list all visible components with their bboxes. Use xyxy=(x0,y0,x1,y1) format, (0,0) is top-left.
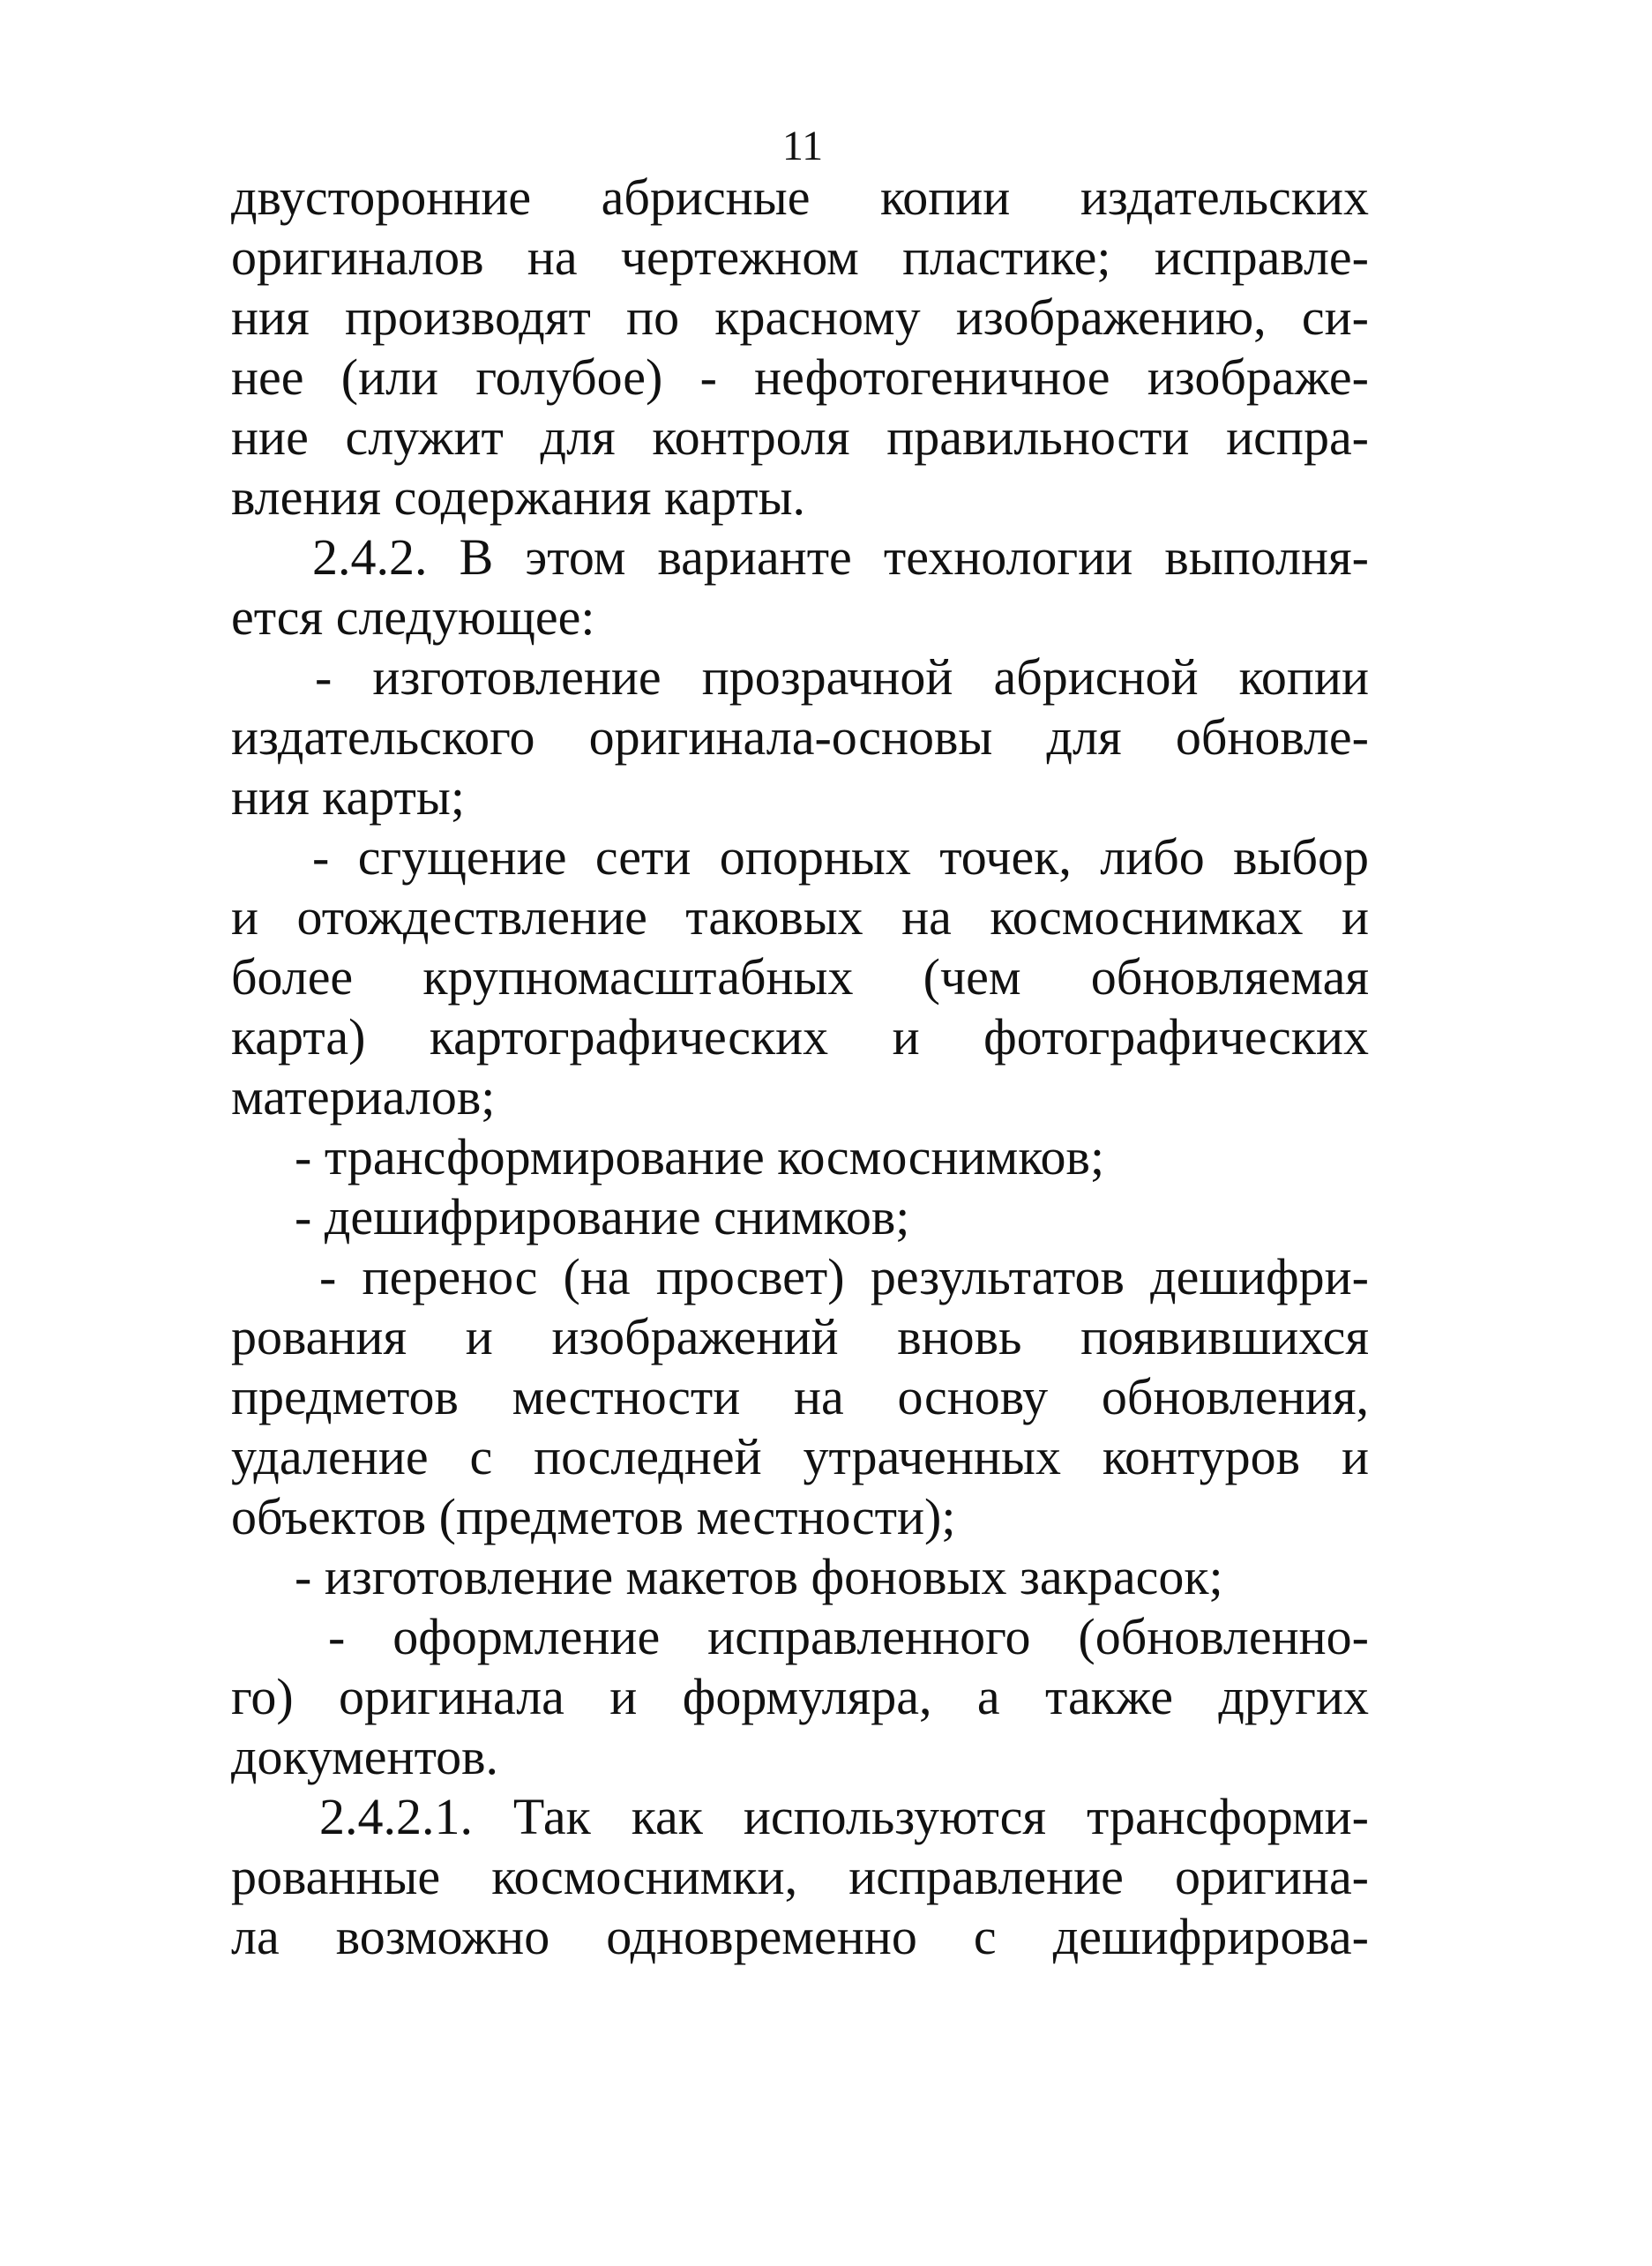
text-line: и отождествление таковых на космоснимках и xyxy=(231,888,1369,946)
list-item-line: - перенос (на просвет) результатов дешифри- xyxy=(319,1248,1369,1305)
text-line: рованные космоснимки, исправление оригина- xyxy=(231,1848,1369,1905)
list-item-line: - трансформирование космоснимков; xyxy=(295,1128,1105,1185)
text-line: ла возможно одновременно с дешифрирова- xyxy=(231,1908,1369,1965)
list-item-line: - оформление исправленного (обновленно- xyxy=(328,1608,1369,1665)
text-line: рования и изображений вновь появившихся xyxy=(231,1308,1369,1365)
text-line: удаление с последней утраченных контуров и xyxy=(231,1428,1369,1485)
text-line: объектов (предметов местности); xyxy=(231,1488,956,1545)
text-line: вления содержания карты. xyxy=(231,468,806,526)
list-item-line: - изготовление прозрачной абрисной копии xyxy=(315,648,1369,706)
text-line: двусторонние абрисные копии издательских xyxy=(231,168,1369,226)
text-line: ния карты; xyxy=(231,768,465,826)
section-heading-line: 2.4.2.1. Так как используются трансформи- xyxy=(319,1788,1369,1845)
text-line: го) оригинала и формуляра, а также других xyxy=(231,1668,1369,1725)
text-line: ния производят по красному изображению, си- xyxy=(231,288,1369,346)
list-item-line: - дешифрирование снимков; xyxy=(295,1188,910,1245)
text-line: предметов местности на основу обновления, xyxy=(231,1368,1369,1425)
text-line: документов. xyxy=(231,1728,499,1785)
list-item-line: - изготовление макетов фоновых закрасок; xyxy=(295,1548,1223,1605)
text-line: ние служит для контроля правильности испра- xyxy=(231,408,1369,466)
text-line: издательского оригинала-основы для обновле- xyxy=(231,708,1369,766)
body-text xyxy=(231,168,1369,1967)
text-line: карта) картографических и фотографических xyxy=(231,1008,1369,1066)
text-line: материалов; xyxy=(231,1068,496,1126)
text-line: более крупномасштабных (чем обновляемая xyxy=(231,948,1369,1006)
text-line: нее (или голубое) - нефотогеничное изображе- xyxy=(231,348,1369,406)
text-line: ется следующее: xyxy=(231,588,595,646)
text-line: оригиналов на чертежном пластике; исправле- xyxy=(231,228,1369,286)
page-number: 11 xyxy=(781,123,824,169)
section-heading-line: 2.4.2. В этом варианте технологии выполня- xyxy=(312,528,1369,586)
list-item-line: - сгущение сети опорных точек, либо выбор xyxy=(312,828,1369,886)
